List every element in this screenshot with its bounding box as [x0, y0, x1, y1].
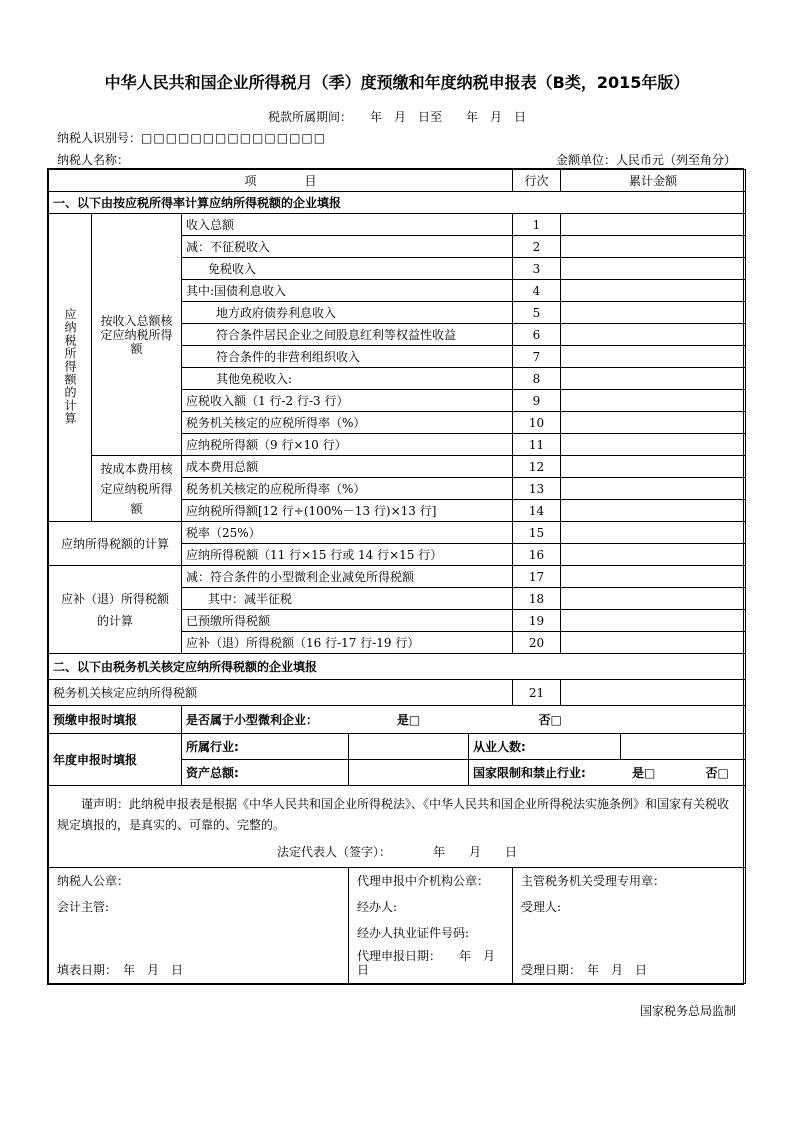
tax-period: 税款所属期间： 年 月 日至 年 月 日 — [267, 110, 526, 124]
agent-signature-block — [349, 868, 513, 984]
agent-handler-label: 经办人: — [357, 900, 398, 914]
row-label: 其他免税收入: — [182, 368, 513, 390]
row-label: 应补（退）所得税额（16 行-17 行-19 行） — [182, 632, 513, 654]
table-row — [49, 680, 746, 706]
restricted-label: 国家限制和禁止行业: — [473, 765, 586, 780]
receive-date: 受理日期： 年 月 日 — [521, 963, 648, 977]
row-amount[interactable] — [561, 258, 746, 280]
restricted-industry-field — [469, 760, 746, 786]
tax-form-table — [48, 169, 746, 984]
receiver-label: 受理人: — [521, 900, 562, 914]
small-micro-no-checkbox[interactable]: 否□ — [469, 706, 746, 734]
table-row — [49, 522, 746, 544]
fill-date: 填表日期： 年 月 日 — [57, 963, 184, 977]
row-line: 14 — [513, 500, 561, 522]
row-amount[interactable] — [561, 368, 746, 390]
row21-label: 税务机关核定应纳所得税额 — [49, 680, 513, 706]
row-amount[interactable] — [561, 456, 746, 478]
by-cost: 按成本费用核定应纳税所得额 — [92, 456, 182, 522]
industry-input[interactable] — [349, 734, 469, 760]
row-label: 收入总额 — [182, 214, 513, 236]
row-line: 13 — [513, 478, 561, 500]
small-micro-label: 是否属于小型微利企业： — [182, 706, 349, 734]
row-line: 17 — [513, 566, 561, 588]
declaration-cell — [49, 786, 746, 868]
row-label: 符合条件居民企业之间股息红利等权益性收益 — [182, 324, 513, 346]
row-line: 11 — [513, 434, 561, 456]
row-line: 16 — [513, 544, 561, 566]
row-label: 税率（25%） — [182, 522, 513, 544]
row-amount[interactable] — [561, 632, 746, 654]
row-amount[interactable] — [561, 302, 746, 324]
row-label: 成本费用总额 — [182, 456, 513, 478]
row-line: 10 — [513, 412, 561, 434]
row-line: 5 — [513, 302, 561, 324]
row-amount[interactable] — [561, 522, 746, 544]
row-line: 7 — [513, 346, 561, 368]
row-label: 应纳所得税额（11 行×15 行或 14 行×15 行） — [182, 544, 513, 566]
taxpayer-id-boxes[interactable]: □□□□□□□□□□□□□□□ — [141, 131, 327, 145]
employees-input[interactable] — [621, 734, 746, 760]
agent-license-label: 经办人执业证件号码: — [357, 926, 470, 940]
row-label: 税务机关核定的应税所得率（%） — [182, 412, 513, 434]
taxable-income-calc: 应纳税所得额的计算 — [49, 214, 92, 522]
table-row — [49, 566, 746, 588]
row-line: 15 — [513, 522, 561, 544]
tax-office-signature-block — [513, 868, 746, 984]
taxpayer-id-field[interactable] — [57, 129, 326, 146]
row-line: 2 — [513, 236, 561, 258]
header-row — [49, 170, 746, 192]
row-line: 18 — [513, 588, 561, 610]
row-label: 减：不征税收入 — [182, 236, 513, 258]
row-amount[interactable] — [561, 478, 746, 500]
refund-calc: 应补（退）所得税额的计算 — [49, 566, 182, 654]
row-amount[interactable] — [561, 412, 746, 434]
row-line: 20 — [513, 632, 561, 654]
row-amount[interactable] — [561, 324, 746, 346]
section2-heading: 二、以下由税务机关核定应纳所得税额的企业填报 — [49, 654, 746, 680]
row-amount[interactable] — [561, 280, 746, 302]
row-amount[interactable] — [561, 346, 746, 368]
row-amount[interactable] — [561, 544, 746, 566]
total-assets-input[interactable] — [349, 760, 469, 786]
total-assets-label: 资产总额: — [182, 760, 349, 786]
row-label: 已预缴所得税额 — [182, 610, 513, 632]
row-label: 应税收入额（1 行-2 行-3 行） — [182, 390, 513, 412]
row-amount[interactable] — [561, 434, 746, 456]
table-row — [49, 214, 746, 236]
header-amount: 累计金额 — [561, 170, 746, 192]
row-label: 减：符合条件的小型微利企业减免所得税额 — [182, 566, 513, 588]
small-micro-yes-checkbox[interactable]: 是□ — [349, 706, 469, 734]
annual-label: 年度申报时填报 — [49, 734, 182, 786]
row-line: 12 — [513, 456, 561, 478]
tax-payable-calc: 应纳所得税额的计算 — [49, 522, 182, 566]
industry-label: 所属行业: — [182, 734, 349, 760]
taxpayer-signature-block — [49, 868, 349, 984]
row-label: 其中：减半征税 — [182, 588, 513, 610]
row-amount[interactable] — [561, 500, 746, 522]
row-label: 其中:国债利息收入 — [182, 280, 513, 302]
row-amount[interactable] — [561, 214, 746, 236]
taxpayer-id-label: 纳税人识别号： — [57, 131, 142, 145]
table-row — [49, 456, 746, 478]
tax-office-seal-label: 主管税务机关受理专用章： — [521, 874, 666, 888]
row-line: 1 — [513, 214, 561, 236]
section1-heading: 一、以下由按应税所得率计算应纳所得税额的企业填报 — [49, 192, 746, 214]
annual-row-1 — [49, 734, 746, 760]
row-line: 9 — [513, 390, 561, 412]
row-label: 免税收入 — [182, 258, 513, 280]
taxpayer-seal-label: 纳税人公章： — [57, 874, 130, 888]
row-amount[interactable] — [561, 566, 746, 588]
row-amount[interactable] — [561, 236, 746, 258]
row-label: 应纳税所得额（9 行×10 行） — [182, 434, 513, 456]
row-line: 3 — [513, 258, 561, 280]
agent-date: 代理申报日期： 年 月 日 — [357, 949, 508, 977]
row-label: 应纳税所得额[12 行÷(100%－13 行)×13 行] — [182, 500, 513, 522]
header-item: 项 目 — [49, 170, 513, 192]
header-line: 行次 — [513, 170, 561, 192]
row-amount[interactable] — [561, 390, 746, 412]
row-line: 4 — [513, 280, 561, 302]
taxpayer-name-label: 纳税人名称： — [57, 153, 130, 167]
amount-unit: 金额单位：人民币元（列至角分） — [555, 153, 736, 167]
row21-line: 21 — [513, 680, 561, 706]
declaration-text: 谨声明：此纳税申报表是根据《中华人民共和国企业所得税法》、《中华人民共和国企业所得税法实施条例》和国家有关税收规定填报的，是真实的、可靠的、完整的。 — [57, 797, 730, 832]
by-total-income: 按收入总额核定应纳税所得额 — [92, 214, 182, 456]
page-title: 中华人民共和国企业所得税月（季）度预缴和年度纳税申报表（B类，2015年版） — [104, 73, 690, 92]
legal-representative-signature[interactable]: 法定代表人（签字）： 年 月 日 — [277, 845, 518, 859]
row-label: 符合条件的非营利组织收入 — [182, 346, 513, 368]
agent-seal-label: 代理申报中介机构公章： — [357, 874, 490, 888]
employees-label: 从业人数: — [469, 734, 621, 760]
row-label: 税务机关核定的应税所得率（%） — [182, 478, 513, 500]
prepay-row — [49, 706, 746, 734]
row-line: 8 — [513, 368, 561, 390]
footer-note: 国家税务总局监制 — [639, 1004, 736, 1018]
restricted-no-checkbox[interactable]: 否□ — [705, 765, 729, 780]
row-amount[interactable] — [561, 588, 746, 610]
prepay-label: 预缴申报时填报 — [49, 706, 182, 734]
row-line: 6 — [513, 324, 561, 346]
accountant-label: 会计主管: — [57, 900, 110, 914]
row21-amount[interactable] — [561, 680, 746, 706]
restricted-yes-checkbox[interactable]: 是□ — [632, 765, 656, 780]
row-label: 地方政府债券利息收入 — [182, 302, 513, 324]
row-amount[interactable] — [561, 610, 746, 632]
tax-form — [47, 168, 744, 985]
row-line: 19 — [513, 610, 561, 632]
